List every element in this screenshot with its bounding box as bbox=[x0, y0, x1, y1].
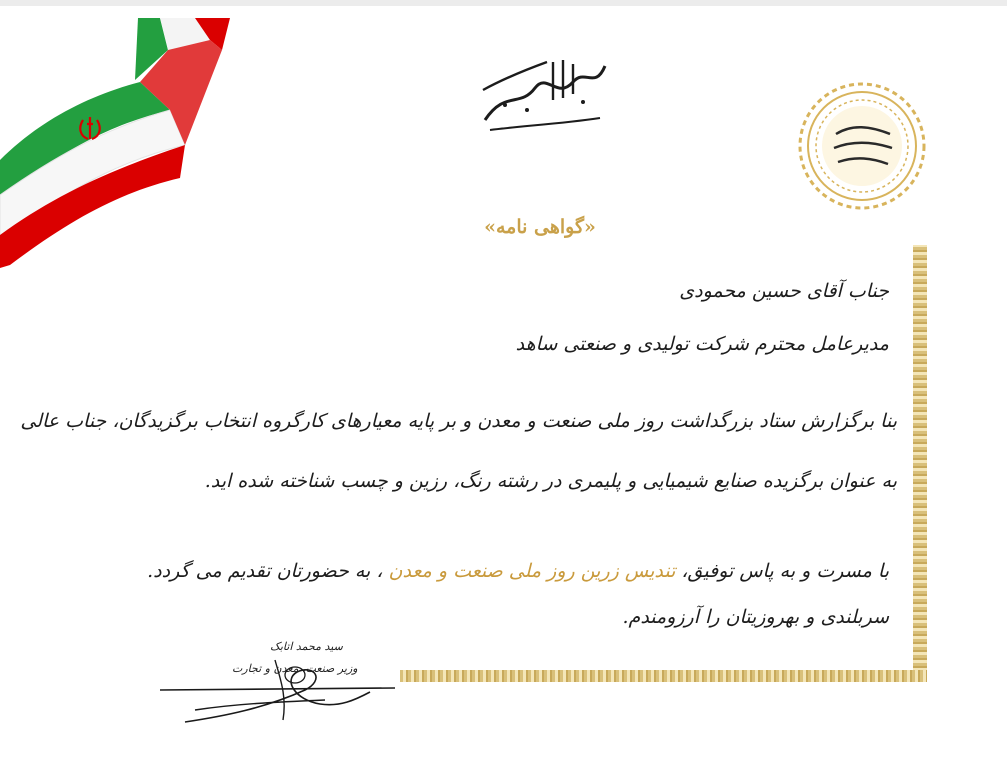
basmala-calligraphy bbox=[465, 50, 615, 140]
paragraph-line-2: به عنوان برگزیده صنایع شیمیایی و پلیمری در رشته رنگ، رزین و چسب شناخته شده اید. bbox=[204, 470, 897, 492]
iran-flag-ribbon bbox=[0, 10, 235, 270]
paragraph-line-1: بنا برگزارش ستاد بزرگداشت روز ملی صنعت و معدن و بر پایه معیارهای کارگروه انتخاب برگزیدگان، جناب عالی bbox=[20, 410, 897, 432]
recipient-position: مدیرعامل محترم شرکت تولیدی و صنعتی ساهد bbox=[515, 333, 889, 355]
certificate-title: «گواهی نامه» bbox=[484, 216, 596, 238]
award-highlight: تندیس زرین روز ملی صنعت و معدن bbox=[388, 560, 676, 582]
decorative-frame-right bbox=[913, 245, 927, 682]
closing-suffix: ، به حضورتان تقدیم می گردد. bbox=[147, 560, 383, 582]
recipient-name: جناب آقای حسین محمودی bbox=[679, 280, 889, 302]
decorative-frame-bottom bbox=[400, 670, 927, 682]
signatory-title: وزیر صنعت، معدن و تجارت bbox=[232, 662, 358, 675]
page-top-edge bbox=[0, 0, 1007, 6]
signatory-name: سید محمد اتابک bbox=[270, 640, 343, 653]
closing-prefix: با مسرت و به پاس توفیق، bbox=[681, 560, 889, 582]
production-seal bbox=[792, 76, 932, 216]
closing-line-2: سربلندی و بهروزیتان را آرزومندم. bbox=[622, 606, 889, 628]
closing-line-1 bbox=[147, 560, 889, 582]
handwritten-signature bbox=[155, 630, 405, 730]
